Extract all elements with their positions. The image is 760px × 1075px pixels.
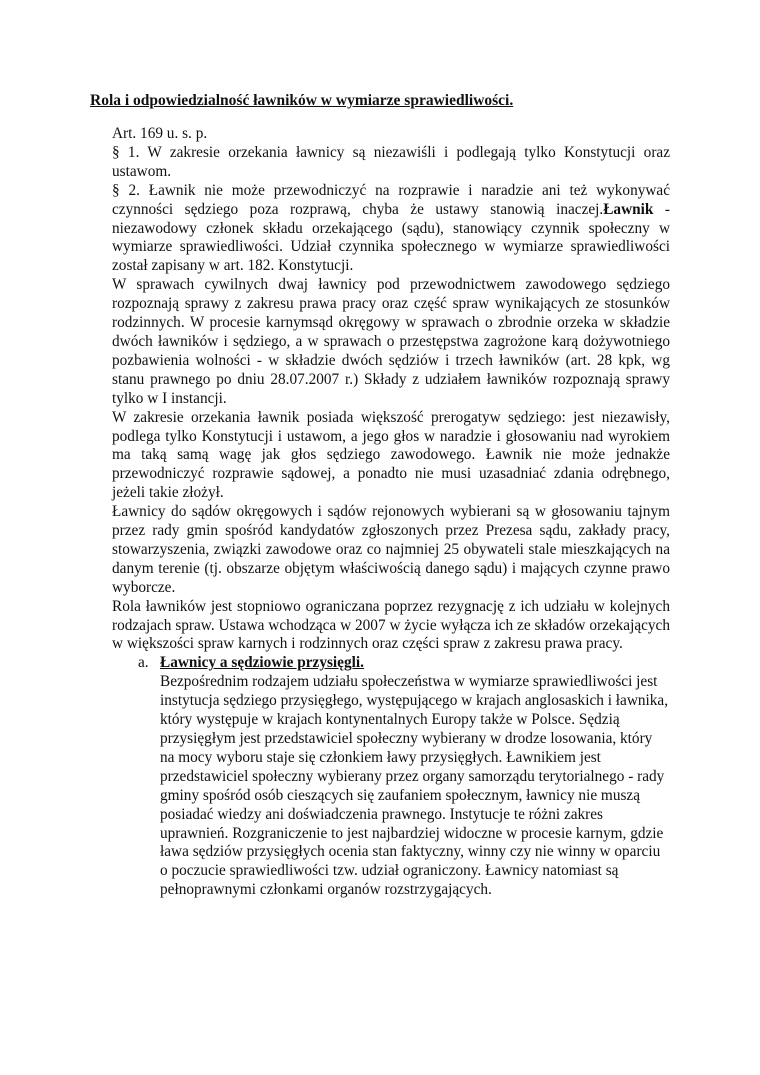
lawnik-term: Ławnik: [603, 200, 654, 218]
list-marker: a.: [138, 654, 149, 672]
article-reference: Art. 169 u. s. p.: [112, 125, 208, 142]
paragraph-civil-criminal-cases: W sprawach cywilnych dwaj ławnicy pod przewodnictwem zawodowego sędziego rozpoznają sprawy z zakresu prawa pracy oraz część spraw wynikających ze stosunków rodzinnych. W procesie karnymsąd okręgowy w sprawach o zbrodnie orzeka w składzie dwóch ławników i sędziego, a w sprawach o przestępstwa zagrożone karą dożywotniego pozbawienia wolności - w składzie dwóch sędziów i trzech ławników (art. 28 kpk, wg stanu prawnego po dniu 28.07.2007 r.) Składy z udziałem ławników rozpoznają sprawy tylko w I instancji.: [112, 276, 670, 407]
paragraph-limitation: Rola ławników jest stopniowo ograniczana poprzez rezygnację z ich udziału w kolejnych rodzajach spraw. Ustawa wchodząca w 2007 w życie wyłącza ich ze składów orzekających w większości spraw karnych i rodzinnych oraz części spraw z zakresu prawa pracy.: [112, 597, 670, 653]
lawnik-definition: - niezawodowy członek składu orzekającego (sądu), stanowiący czynnik społeczny w wymiarze sprawiedliwości. Udział czynnika społecznego w wymiarze sprawiedliwości został zapisany w art. 182. Konstytucji.: [112, 200, 670, 275]
document-title: Rola i odpowiedzialność ławników w wymiarze sprawiedliwości.: [90, 92, 514, 109]
section-2-text: § 2. Ławnik nie może przewodniczyć na rozprawie i naradzie ani też wykonywać czynności sędziego poza rozprawą, chyba że ustawy stanowią inaczej.: [112, 181, 670, 218]
subsection-text: Bezpośrednim rodzajem udziału społeczeństwa w wymiarze sprawiedliwości jest instytucja sędziego przysięgłego, występującego w krajach anglosaskich i ławnika, który występuje w krajach kontynentalnych Europy także w Polsce. Sędzią przysięgłym jest przedstawiciel społeczny wybierany w drodze losowania, który na mocy wyboru staje się członkiem ławy przysięgłych. Ławnikiem jest przedstawiciel społeczny wybierany przez organy samorządu terytorialnego - rady gminy spośród osób cieszących się zaufaniem społecznym, ławnicy nie muszą posiadać wiedzy ani doświadczenia prawnego. Instytucje te różni zakres uprawnień. Rozgraniczenie to jest najbardziej widoczne w procesie karnym, gdzie ława sędziów przysięgłych ocenia stan faktyczny, winny czy nie winny w oparciu o poczucie sprawiedliwości tzw. udział ograniczony. Ławnicy natomiast są pełnoprawnymi członkami organów rozstrzygających.: [160, 673, 669, 899]
subsection-heading: [138, 654, 670, 673]
paragraph-election: Ławnicy do sądów okręgowych i sądów rejonowych wybierani są w głosowaniu tajnym przez rady gmin spośród kandydatów zgłoszonych przez Prezesa sądu, zakłady pracy, stowarzyszenia, związki zawodowe oraz co najmniej 25 obywateli stale mieszkających na danym terenie (tj. obszarze objętym właściwością danego sądu) i mających czynne prawo wyborcze.: [112, 503, 670, 596]
subsection-a: [138, 654, 670, 900]
paragraph-prerogatives: W zakresie orzekania ławnik posiada większość prerogatyw sędziego: jest niezawisły, podlega tylko Konstytucji i ustawom, a jego głos w naradzie i głosowaniu nad wyrokiem ma taką samą wagę jak głos sędziego zawodowego. Ławnik nie może jednakże przewodniczyć rozprawie sądowej, a ponadto nie musi uzasadniać zdania odrębnego, jeżeli takie złożył.: [112, 408, 670, 502]
document-body: [112, 125, 670, 900]
paragraph-section-2: [112, 182, 670, 277]
subsection-heading-text: Ławnicy a sędziowie przysięgli.: [160, 654, 364, 672]
paragraph-section-1: § 1. W zakresie orzekania ławnicy są niezawiśli i podlegają tylko Konstytucji oraz ustawom.: [112, 143, 670, 180]
